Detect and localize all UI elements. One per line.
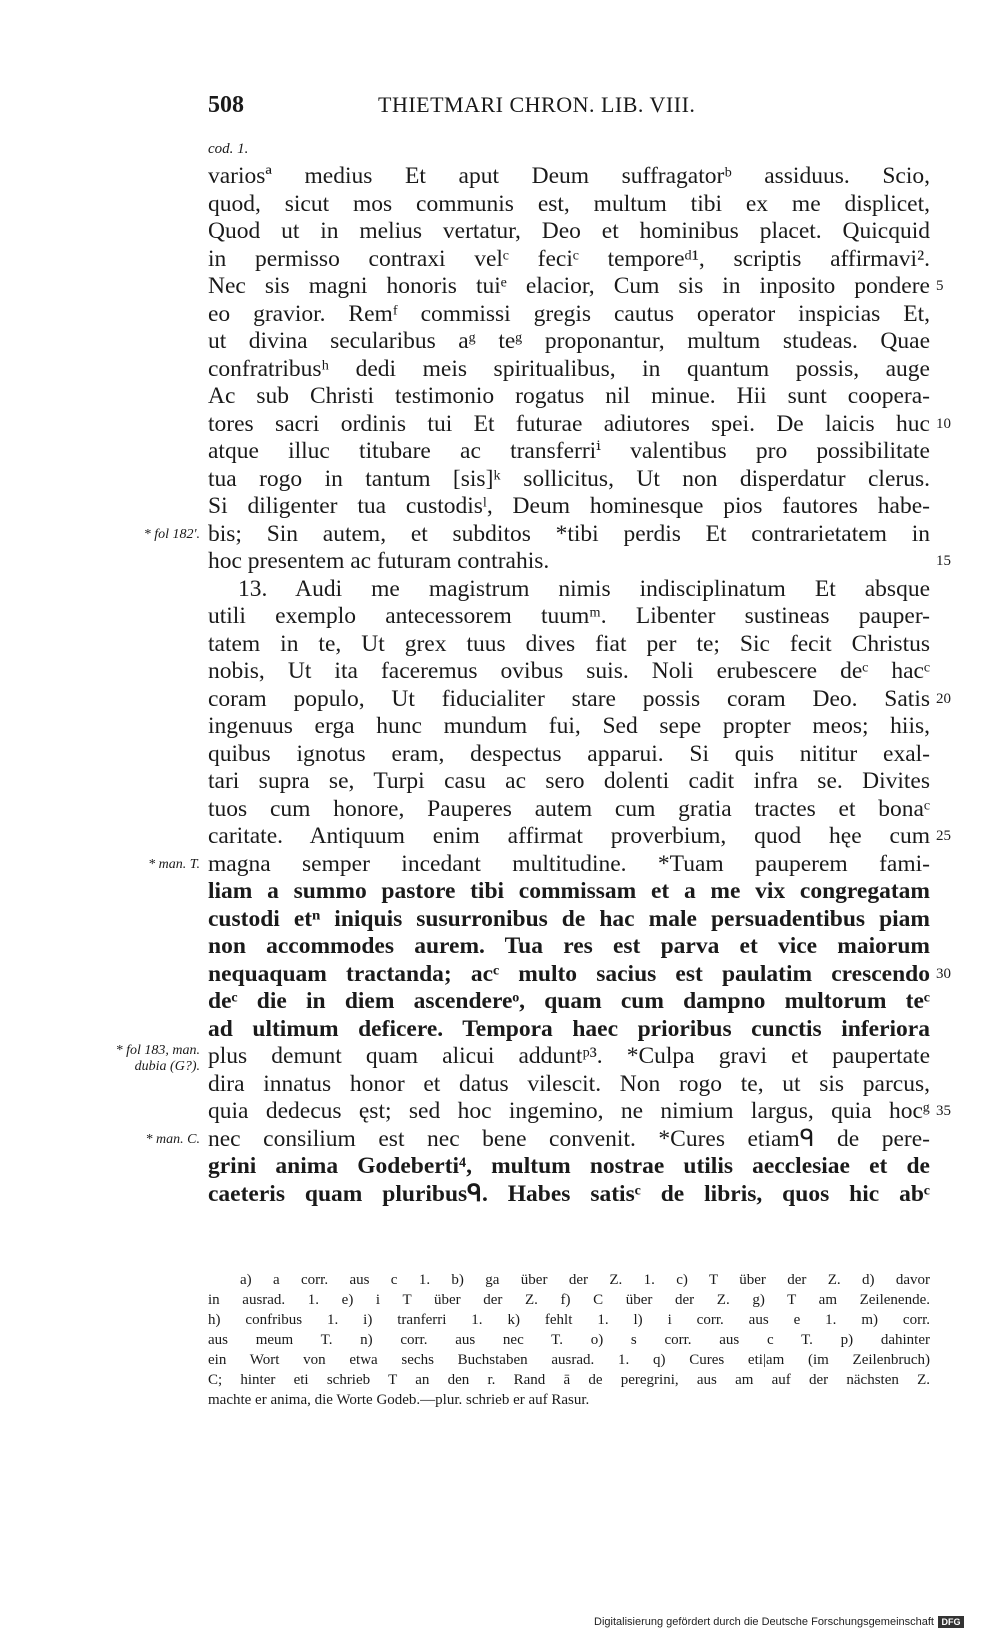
running-title: THIETMARI CHRON. LIB. VIII. xyxy=(378,92,696,117)
text-line: Nec sis magni honoris tuiᵉ elacior, Cum sis in inposito pondere xyxy=(208,273,930,299)
text-line: ut divina secularibus aᵍ teᵍ proponantur, multum studeas. Quae xyxy=(208,328,930,354)
footnote-line: in ausrad. 1. e) i T über der Z. f) C über der Z. g) T am Zeilenende. xyxy=(208,1292,930,1308)
footnote-line: C; hinter eti schrieb T an den r. Rand ā de peregrini, aus am auf der nächsten Z. xyxy=(208,1372,930,1388)
line-number: 10 xyxy=(936,415,951,432)
text-line: variosª medius Et aput Deum suffragatorᵇ assiduus. Scio, xyxy=(208,163,930,189)
text-line: Si diligenter tua custodisˡ, Deum hominesque pios fautores habe- xyxy=(208,493,930,519)
text-line: nequaquam tractanda; acᶜ multo sacius est paulatim crescendo xyxy=(208,960,930,987)
margin-note-folio: * fol 183, man. xyxy=(115,1043,200,1058)
text-line: caritate. Antiquum enim affirmat proverbium, quod hęe cum xyxy=(208,823,930,849)
footnote-line: aus meum T. n) corr. aus nec T. o) s corr. aus c T. p) dahinter xyxy=(208,1332,930,1348)
text-line: eo gravior. Remᶠ commissi gregis cautus operator inspicias Et, xyxy=(208,300,930,327)
section-start-line: 13. Audi me magistrum nimis indisciplinatum Et absque xyxy=(238,575,930,602)
margin-note-hand: * man. T. xyxy=(148,857,200,872)
text-line: caeteris quam pluribusᑫ. Habes satisᶜ de libris, quos hic abᶜ xyxy=(208,1180,930,1207)
text-line: tatem in te, Ut grex tuus dives fiat per te; Sic fecit Christus xyxy=(208,630,930,657)
text-line: coram populo, Ut fiducialiter stare possis coram Deo. Satis xyxy=(208,685,930,712)
text-line: quod, sicut mos communis est, multum tibi ex me displicet, xyxy=(208,190,930,217)
text-line: deᶜ die in diem ascendereᵒ, quam cum dampno multorum teᶜ xyxy=(208,988,930,1014)
text-line: atque illuc titubare ac transferriⁱ valentibus pro possibilitate xyxy=(208,438,930,464)
text-line: grini anima Godeberti⁴, multum nostrae utilis aecclesiae et de xyxy=(208,1153,930,1179)
margin-note-hand: * man. C. xyxy=(145,1132,200,1147)
footnote-line: a) a corr. aus c 1. b) ga über der Z. 1. c) T über der Z. d) davor xyxy=(240,1272,930,1288)
text-line: custodi etⁿ iniquis susurronibus de hac male persuadentibus piam xyxy=(208,905,930,932)
line-number: 25 xyxy=(936,828,951,844)
text-line: quibus ignotus eram, despectus apparui. Si quis nititur exal- xyxy=(208,740,930,767)
margin-note-folio: * fol 182'. xyxy=(143,527,200,542)
text-line: magna semper incedant multitudine. *Tuam pauperem fami- xyxy=(208,850,930,877)
text-line: tores sacri ordinis tui Et futurae adiutores spei. De laicis huc xyxy=(208,410,930,437)
line-number: 5 xyxy=(936,278,944,294)
footnote-line: machte er anima, die Worte Godeb.—plur. schrieb er auf Rasur. xyxy=(208,1392,590,1408)
footnote-line: h) confribus 1. i) tranferri 1. k) fehlt 1. l) i corr. aus e 1. m) corr. xyxy=(208,1312,930,1328)
codex-label: cod. 1. xyxy=(208,141,249,157)
text-line: tari supra se, Turpi casu ac sero dolenti cadit infra se. Divites xyxy=(208,768,930,794)
footnote-line: ein Wort von etwa sechs Buchstaben ausrad. 1. q) Cures eti|am (im Zeilenbruch) xyxy=(208,1352,930,1368)
text-line: utili exemplo antecessorem tuumᵐ. Libenter sustineas pauper- xyxy=(208,603,930,629)
page-header xyxy=(208,92,930,126)
text-line: hoc presentem ac futuram contrahis. xyxy=(208,548,550,574)
text-line: plus demunt quam alicui adduntᵖ³. *Culpa gravi et paupertate xyxy=(208,1043,930,1069)
text-line: ingenuus erga hunc mundum fui, Sed sepe propter meos; hiis, xyxy=(208,713,930,739)
line-number: 35 xyxy=(936,1103,951,1119)
text-line: ad ultimum deficere. Tempora haec prioribus cunctis inferiora xyxy=(208,1015,930,1042)
line-number: 30 xyxy=(936,965,951,982)
text-line: dira innatus honor et datus vilescit. Non rogo te, ut sis parcus, xyxy=(208,1070,930,1097)
text-line: Ac sub Christi testimonio rogatus nil minue. Hii sunt coopera- xyxy=(208,383,930,409)
text-line: confratribusʰ dedi meis spiritualibus, in quantum possis, auge xyxy=(208,355,930,382)
text-line: Quod ut in melius vertatur, Deo et hominibus placet. Quicquid xyxy=(208,218,930,244)
text-line: non accommodes aurem. Tua res est parva et vice maiorum xyxy=(208,933,930,959)
text-line: liam a summo pastore tibi commissam et a me vix congregatam xyxy=(208,878,930,904)
line-number: 20 xyxy=(936,690,951,707)
dfg-logo-icon: DFG xyxy=(938,1616,964,1628)
text-line: nec consilium est nec bene convenit. *Cures etiamᑫ de pere- xyxy=(208,1125,930,1152)
text-line: tuos cum honore, Pauperes autem cum gratia tractes et bonaᶜ xyxy=(208,795,930,822)
text-line: bis; Sin autem, et subditos *tibi perdis Et contrarietatem in xyxy=(208,520,930,547)
line-number: 15 xyxy=(936,553,951,569)
text-line: tua rogo in tantum [sis]ᵏ sollicitus, Ut non disperdatur clerus. xyxy=(208,465,930,492)
text-line: quia dedecus ęst; sed hoc ingemino, ne nimium largus, quia hocᵍ xyxy=(208,1098,930,1124)
digitization-credit xyxy=(594,1616,964,1628)
text-line: nobis, Ut ita faceremus ovibus suis. Noli erubescere deᶜ hacᶜ xyxy=(208,658,930,684)
page-number: 508 xyxy=(208,92,244,118)
credit-text: Digitalisierung gefördert durch die Deutsche Forschungsgemeinschaft xyxy=(594,1616,934,1628)
margin-note-hand: dubia (G?). xyxy=(134,1059,200,1074)
text-line: in permisso contraxi velᶜ feciᶜ temporeᵈ¹, scriptis affirmavi². xyxy=(208,245,930,272)
